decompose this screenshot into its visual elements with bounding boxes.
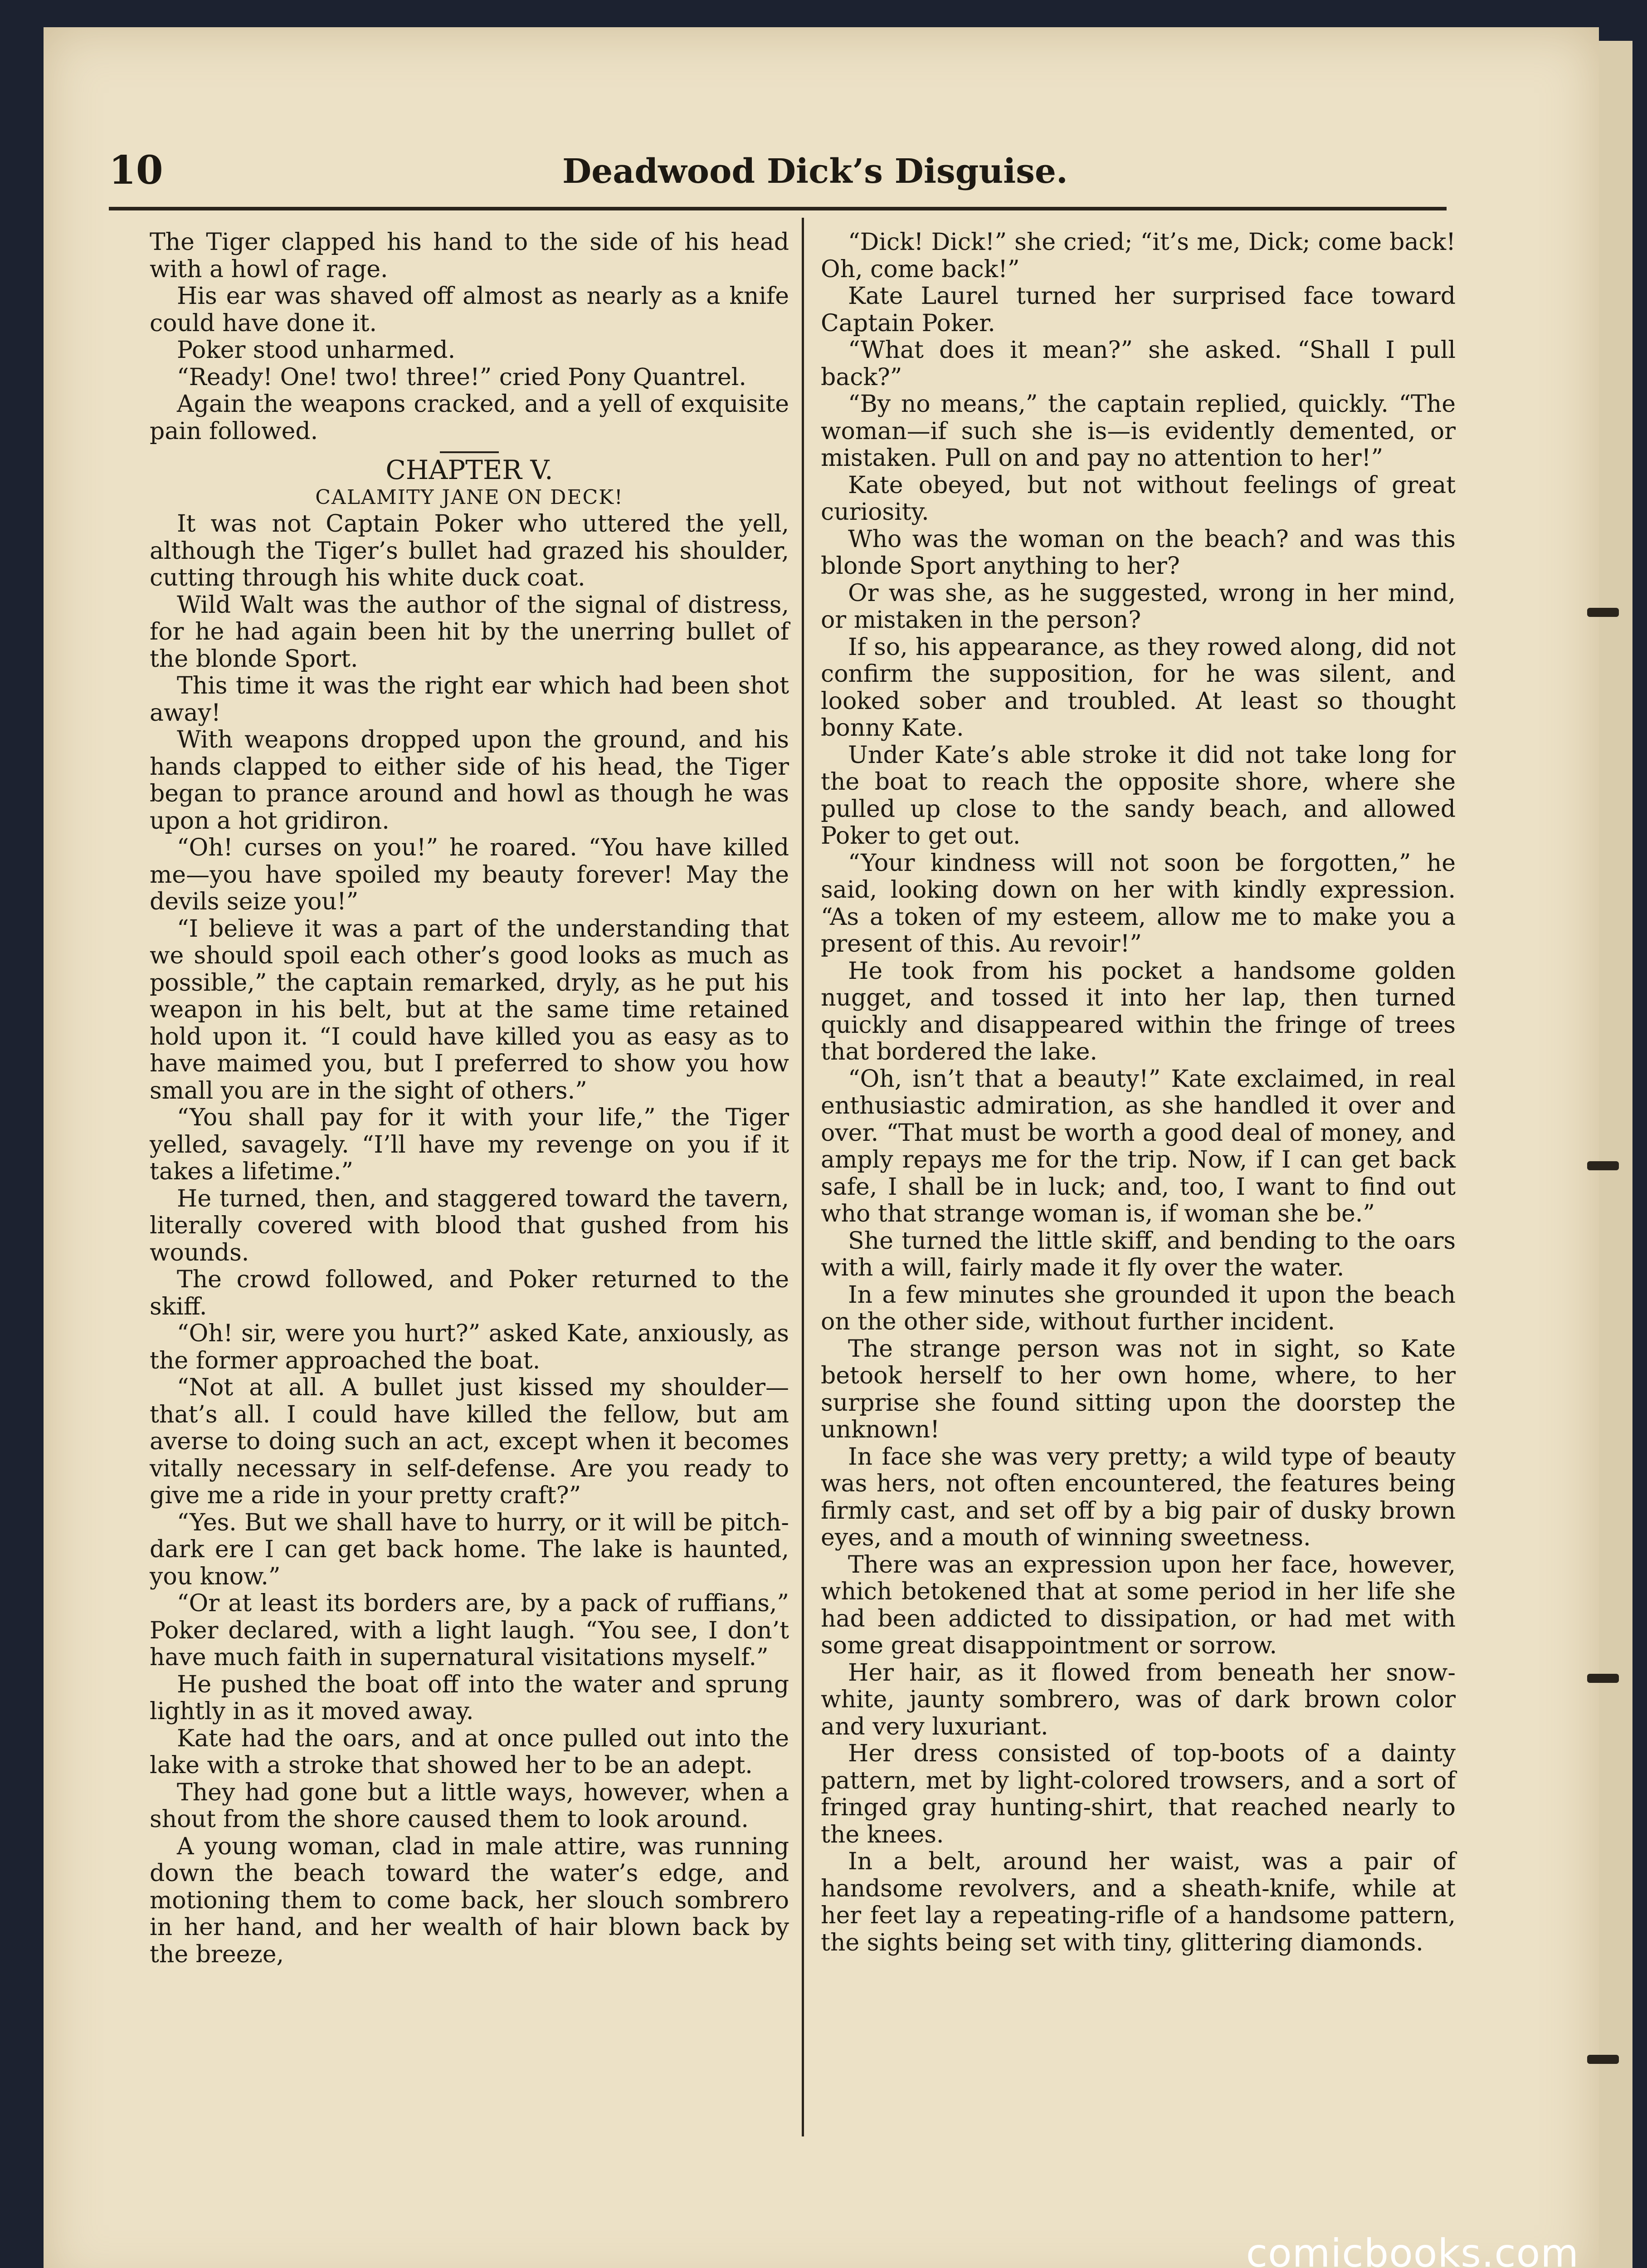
paragraph: He pushed the boat off into the water and sprung lightly in as it moved away. [150, 1671, 789, 1725]
watermark: comicbooks.com [1246, 2231, 1579, 2268]
paragraph: Or was she, as he suggested, wrong in her mind, or mistaken in the person? [821, 579, 1456, 634]
paragraph: “Ready! One! two! three!” cried Pony Quantrel. [177, 363, 746, 391]
left-column [150, 229, 789, 1968]
paragraph: Her dress consisted of top-boots of a dainty pattern, met by light-colored trowsers, and a sort of fringed gray hunting-shirt, that reached nearly to the knees. [821, 1740, 1456, 1848]
paragraph: Wild Walt was the author of the signal of distress, for he had again been hit by the unerring bullet of the blonde Sport. [150, 591, 789, 673]
paragraph: Under Kate’s able stroke it did not take long for the boat to reach the opposite shore, where she pulled up close to the sandy beach, and allowed Poker to get out. [821, 741, 1456, 850]
paragraph: “Not at all. A bullet just kissed my shoulder—that’s all. I could have killed the fellow, but am averse to doing such an act, except when it becomes vitally necessary in self-defense. Are you ready to give me a ride in your pretty craft?” [150, 1374, 789, 1509]
paragraph: Who was the woman on the beach? and was this blonde Sport anything to her? [821, 525, 1456, 580]
running-title: Deadwood Dick’s Disguise. [562, 152, 1068, 191]
paragraph: If so, his appearance, as they rowed along, did not confirm the supposition, for he was silent, and looked sober and troubled. At least so thought bonny Kate. [821, 633, 1456, 742]
paragraph: In face she was very pretty; a wild type of beauty was hers, not often encountered, the features being firmly cast, and set off by a big pair of dusky brown eyes, and a mouth of winning sweetness. [821, 1443, 1456, 1551]
paragraph: The Tiger clapped his hand to the side of his head with a howl of rage. [150, 229, 789, 283]
paragraph: “Oh! sir, were you hurt?” asked Kate, anxiously, as the former approached the boat. [150, 1320, 789, 1374]
paragraph: “What does it mean?” she asked. “Shall I pull back?” [821, 337, 1456, 391]
paragraph: Her hair, as it flowed from beneath her snow-white, jaunty sombrero, was of dark brown color and very luxuriant. [821, 1659, 1456, 1740]
paragraph: “Yes. But we shall have to hurry, or it will be pitch-dark ere I can get back home. The lake is haunted, you know.” [150, 1509, 789, 1590]
paragraph: “You shall pay for it with your life,” the Tiger yelled, savagely. “I’ll have my revenge on you if it takes a lifetime.” [150, 1104, 789, 1185]
paragraph: In a few minutes she grounded it upon the beach on the other side, without further incident. [821, 1281, 1456, 1335]
paragraph: His ear was shaved off almost as nearly as a knife could have done it. [150, 283, 789, 337]
right-column [821, 229, 1456, 1956]
paragraph: A young woman, clad in male attire, was running down the beach toward the water’s edge, and motioning them to come back, her slouch sombrero in her hand, and her wealth of hair blown back by the breeze, [150, 1833, 789, 1968]
chapter-subtitle: CALAMITY JANE ON DECK! [315, 485, 624, 509]
column-rule [802, 218, 804, 2136]
paragraph: The strange person was not in sight, so Kate betook herself to her own home, where, to her surprise she found sitting upon the doorstep the unknown! [821, 1335, 1456, 1443]
paragraph: There was an expression upon her face, however, which betokened that at some period in her life she had been addicted to dissipation, or had met with some great disappointment or sorrow. [821, 1551, 1456, 1659]
paragraph: “Dick! Dick!” she cried; “it’s me, Dick; come back! Oh, come back!” [821, 229, 1456, 283]
header-rule [109, 207, 1447, 210]
paragraph: “I believe it was a part of the understanding that we should spoil each other’s good looks as much as possible,” the captain remarked, dryly, as he put his weapon in his belt, but at the same time retained hold upon it. “I could have killed you as easy as to have maimed you, but I preferred to show you how small you are in the sight of others.” [150, 915, 789, 1105]
paragraph: It was not Captain Poker who uttered the yell, although the Tiger’s bullet had grazed his shoulder, cutting through his white duck coat. [150, 510, 789, 591]
paragraph: “Oh, isn’t that a beauty!” Kate exclaimed, in real enthusiastic admiration, as she handled it over and over. “That must be worth a good deal of money, and amply repays me for the trip. Now, if I can get back safe, I shall be in luck; and, too, I want to find out who that strange woman is, if woman she be.” [821, 1065, 1456, 1227]
chapter-title: CHAPTER V. [385, 455, 553, 485]
binding-staple [1587, 1674, 1619, 1683]
paragraph: Again the weapons cracked, and a yell of exquisite pain followed. [150, 391, 789, 445]
paragraph: Kate had the oars, and at once pulled out into the lake with a stroke that showed her to be an adept. [150, 1725, 789, 1779]
paragraph: “Oh! curses on you!” he roared. “You have killed me—you have spoiled my beauty forever! May the devils seize you!” [150, 834, 789, 915]
page-number: 10 [109, 147, 163, 193]
paragraph: This time it was the right ear which had been shot away! [150, 672, 789, 727]
binding-staple [1587, 2055, 1619, 2064]
page-edge [1596, 41, 1632, 2268]
paragraph: He turned, then, and staggered toward the tavern, literally covered with blood that gushed from his wounds. [150, 1185, 789, 1266]
paragraph: “Your kindness will not soon be forgotten,” he said, looking down on her with kindly expression. “As a token of my esteem, allow me to make you a present of this. Au revoir!” [821, 849, 1456, 958]
binding-staple [1587, 1161, 1619, 1170]
binding-staple [1587, 608, 1619, 617]
paragraph: They had gone but a little ways, however, when a shout from the shore caused them to look around. [150, 1779, 789, 1833]
paragraph: With weapons dropped upon the ground, and his hands clapped to either side of his head, the Tiger began to prance around and howl as though he was upon a hot gridiron. [150, 726, 789, 835]
paragraph: Kate Laurel turned her surprised face toward Captain Poker. [821, 283, 1456, 337]
paragraph: “By no means,” the captain replied, quickly. “The woman—if such she is—is evidently demented, or mistaken. Pull on and pay no attention to her!” [821, 391, 1456, 472]
paragraph: The crowd followed, and Poker returned to the skiff. [150, 1266, 789, 1320]
paragraph: He took from his pocket a handsome golden nugget, and tossed it into her lap, then turned quickly and disappeared within the fringe of trees that bordered the lake. [821, 957, 1456, 1066]
paragraph: In a belt, around her waist, was a pair of handsome revolvers, and a sheath-knife, while at her feet lay a repeating-rifle of a handsome pattern, the sights being set with tiny, glittering diamonds. [821, 1848, 1456, 1956]
chapter-rule [440, 451, 499, 453]
paragraph: Poker stood unharmed. [177, 337, 456, 364]
paragraph: She turned the little skiff, and bending to the oars with a will, fairly made it fly over the water. [821, 1227, 1456, 1281]
paragraph: Kate obeyed, but not without feelings of great curiosity. [821, 471, 1456, 526]
paragraph: “Or at least its borders are, by a pack of ruffians,” Poker declared, with a light laugh. “You see, I don’t have much faith in supernatural visitations myself.” [150, 1590, 789, 1671]
